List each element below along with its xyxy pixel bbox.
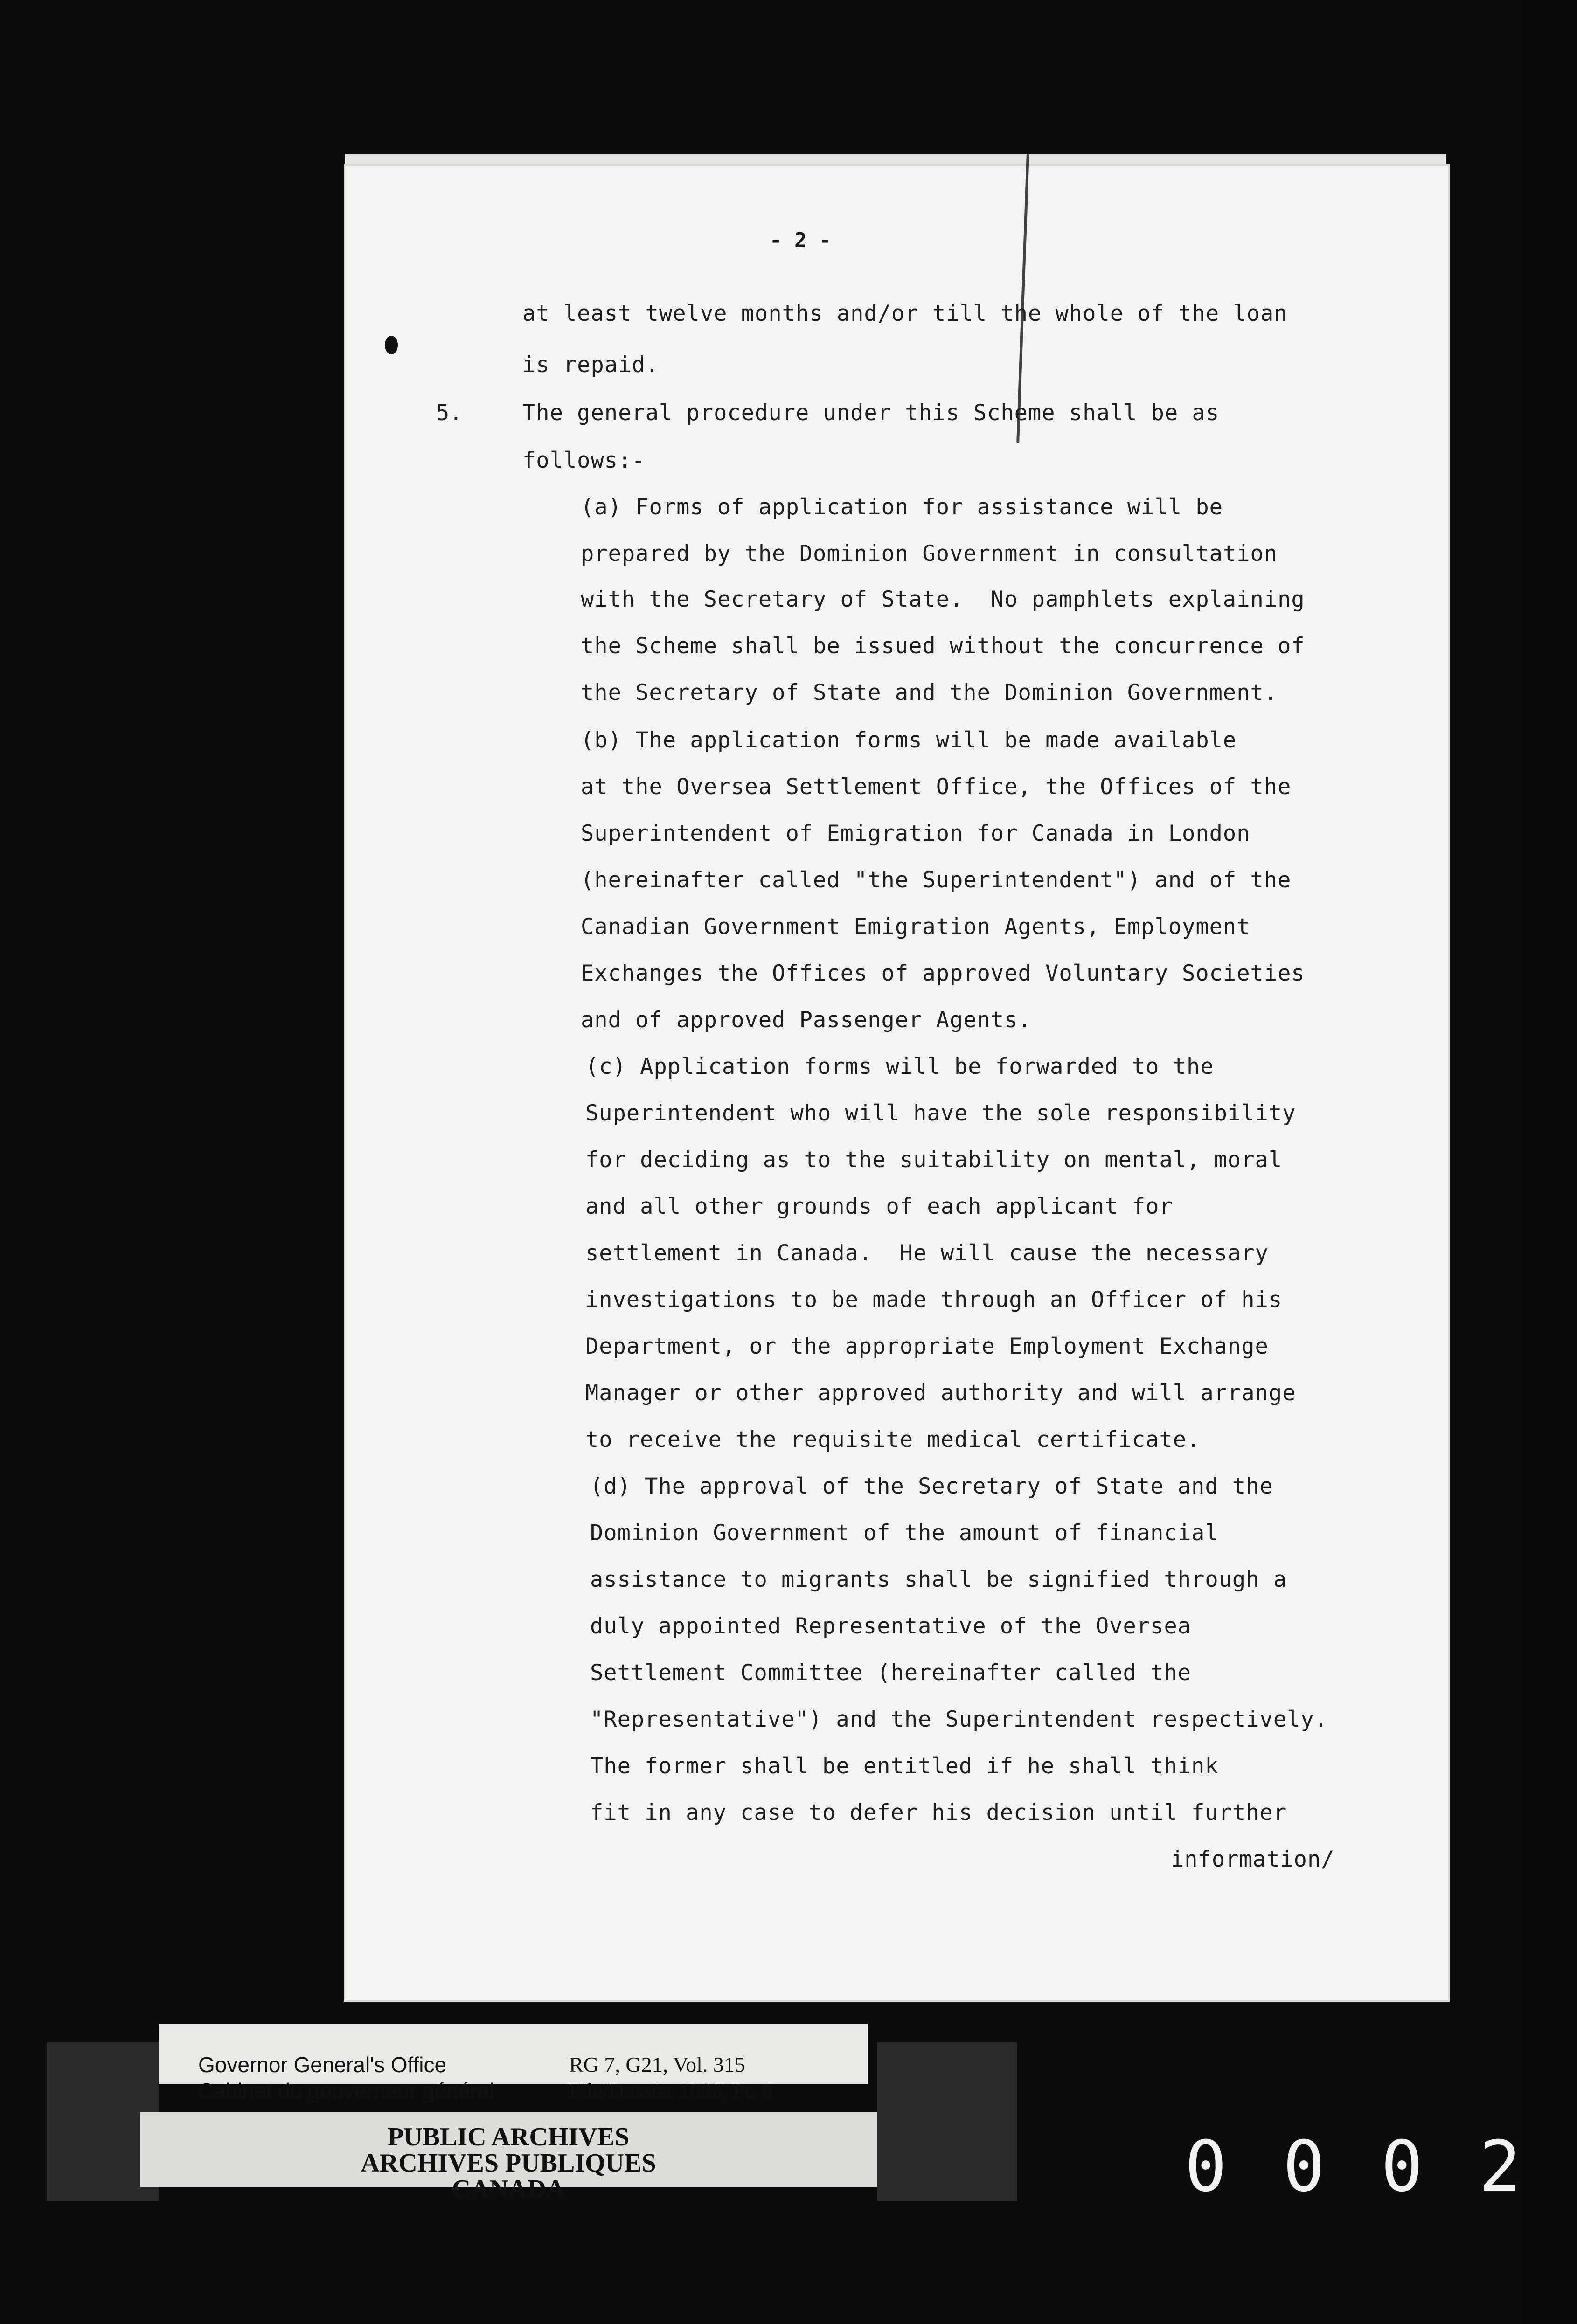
text-line: and all other grounds of each applicant for xyxy=(585,1194,1173,1219)
text-line: with the Secretary of State. No pamphlets explaining xyxy=(581,587,1305,612)
text-line: at least twelve months and/or till the whole of the loan xyxy=(522,301,1288,326)
text-line: is repaid. xyxy=(522,352,659,378)
page-number: - 2 - xyxy=(770,228,832,252)
text-line: (hereinafter called "the Superintendent") and of the xyxy=(581,867,1292,893)
archive-stamp xyxy=(140,2124,877,2202)
text-line: prepared by the Dominion Government in consultation xyxy=(581,541,1278,567)
text-line: The general procedure under this Scheme shall be as xyxy=(522,400,1220,426)
stamp-line-3: CANADA xyxy=(452,2175,565,2204)
text-line: Department, or the appropriate Employment Exchange xyxy=(585,1334,1269,1359)
text-line: the Secretary of State and the Dominion Government. xyxy=(581,680,1278,706)
text-line: to receive the requisite medical certificate. xyxy=(585,1427,1201,1452)
label-office-en: Governor General's Office xyxy=(198,2053,447,2077)
label-record-group: RG 7, G21, Vol. 315 xyxy=(569,2053,745,2076)
text-line: duly appointed Representative of the Oversea xyxy=(590,1613,1192,1639)
text-line: at the Oversea Settlement Office, the Offices of the xyxy=(581,774,1292,800)
paragraph-number: 5. xyxy=(436,400,463,426)
text-line: and of approved Passenger Agents. xyxy=(581,1007,1032,1033)
text-line: The former shall be entitled if he shall think xyxy=(590,1753,1219,1779)
text-line: Superintendent who will have the sole responsibility xyxy=(585,1100,1296,1126)
text-line: Settlement Committee (hereinafter called the xyxy=(590,1660,1192,1686)
label-office-fr: Cabinet du gouverneur général xyxy=(198,2079,494,2103)
text-line: Exchanges the Offices of approved Voluntary Societies xyxy=(581,961,1305,986)
stamp-line-1: PUBLIC ARCHIVES xyxy=(387,2123,630,2151)
text-line: (d) The approval of the Secretary of State and the xyxy=(590,1473,1273,1499)
label-file: File/Dossier 1085, Pt. 6 xyxy=(569,2079,772,2103)
text-line: Superintendent of Emigration for Canada in London xyxy=(581,821,1250,846)
text-line: Dominion Government of the amount of financial xyxy=(590,1520,1219,1546)
label-reference xyxy=(569,2052,772,2104)
text-line: investigations to be made through an Officer of his xyxy=(585,1287,1283,1313)
text-line: Canadian Government Emigration Agents, Employment xyxy=(581,914,1250,940)
stamp-line-2: ARCHIVES PUBLIQUES xyxy=(361,2149,656,2178)
text-line: (a) Forms of application for assistance will be xyxy=(581,494,1223,520)
text-line: assistance to migrants shall be signified through a xyxy=(590,1567,1287,1592)
text-line: fit in any case to defer his decision until further xyxy=(590,1800,1287,1826)
text-line: settlement in Canada. He will cause the necessary xyxy=(585,1240,1269,1266)
film-leader-right xyxy=(877,2042,1017,2201)
text-line: follows:- xyxy=(522,448,646,473)
catchword: information/ xyxy=(1171,1847,1335,1872)
text-line: (c) Application forms will be forwarded to the xyxy=(585,1054,1214,1079)
text-line: Manager or other approved authority and will arrange xyxy=(585,1380,1296,1406)
text-line: "Representative") and the Superintendent respectively. xyxy=(590,1707,1328,1732)
text-line: the Scheme shall be issued without the concurrence of xyxy=(581,633,1305,659)
punch-hole xyxy=(385,336,398,354)
frame-counter: 0002 xyxy=(1185,2126,1577,2207)
text-line: (b) The application forms will be made available xyxy=(581,727,1237,753)
label-office xyxy=(198,2052,494,2104)
text-line: for deciding as to the suitability on mental, moral xyxy=(585,1147,1283,1173)
